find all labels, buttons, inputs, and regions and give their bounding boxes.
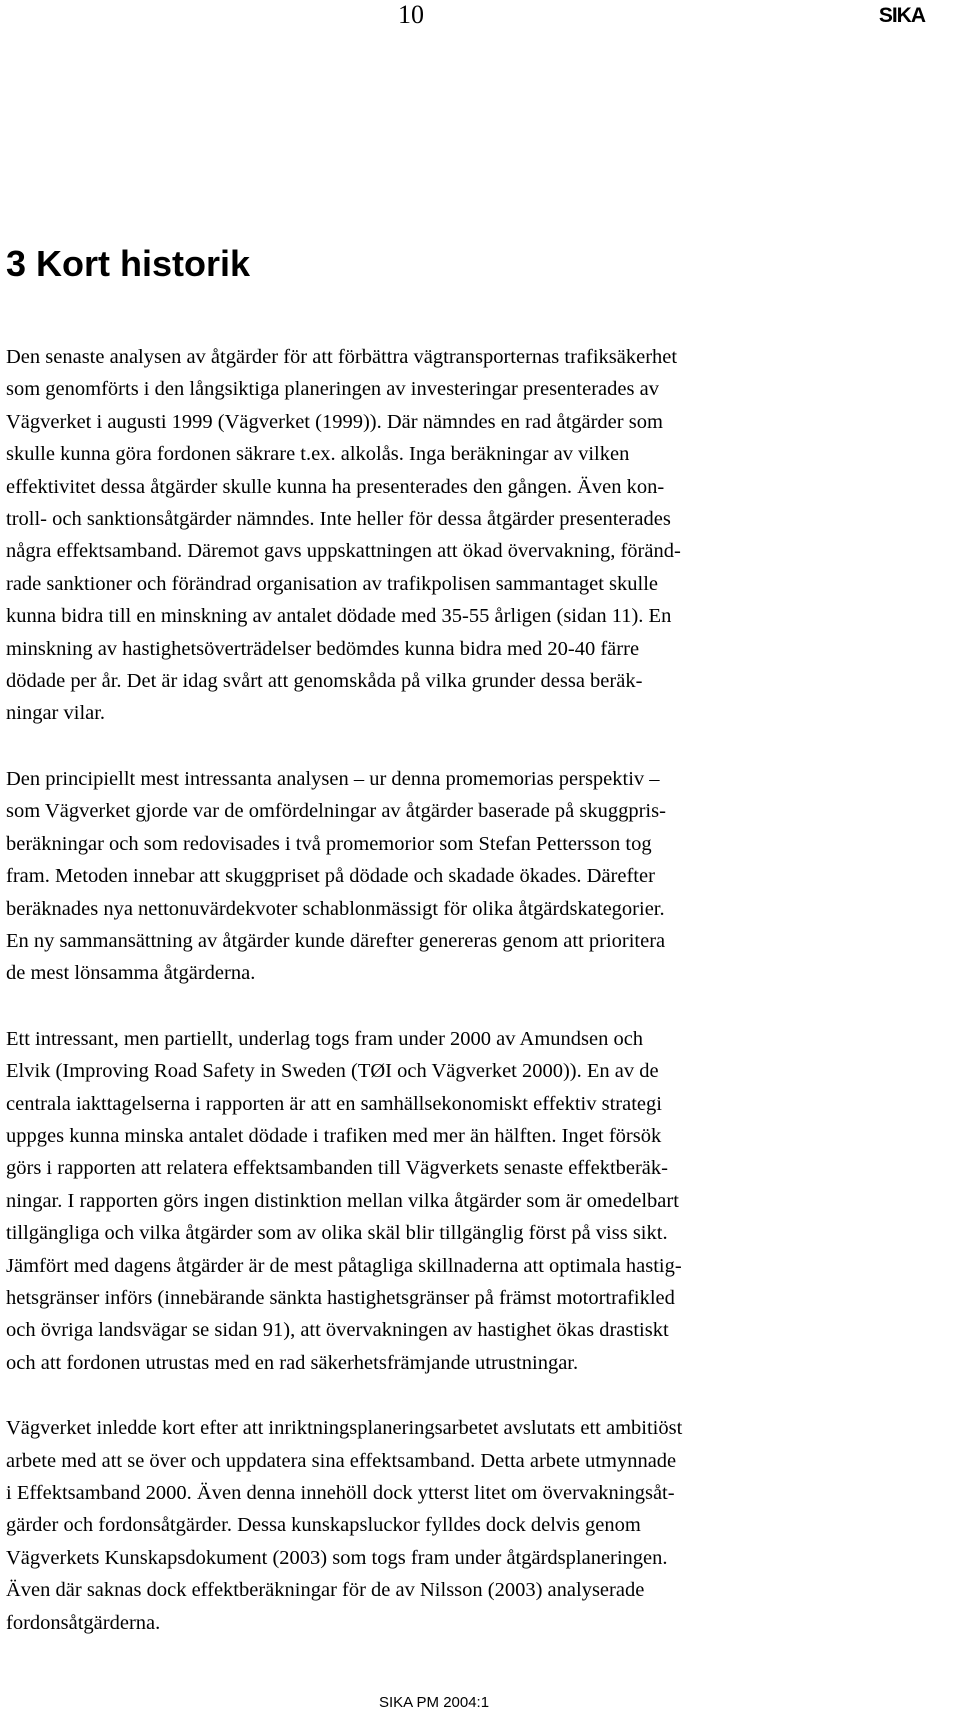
text-line: beräknades nya nettonuvärdekvoter schablonmässigt för olika åtgärdskategorier. <box>6 897 665 920</box>
body-text <box>6 341 896 1639</box>
text-line: fordonsåtgärderna. <box>6 1611 161 1634</box>
paragraph-2 <box>6 763 896 990</box>
page-footer: SIKA PM 2004:1 <box>379 1694 490 1711</box>
text-line: dödade per år. Det är idag svårt att genomskåda på vilka grunder dessa beräk- <box>6 670 643 693</box>
text-line: Vägverket inledde kort efter att inriktningsplaneringsarbetet avslutats ett ambitiöst <box>6 1417 683 1440</box>
text-line: Vägverket i augusti 1999 (Vägverket (1999)). Där nämndes en rad åtgärder som <box>6 410 663 433</box>
text-line: beräkningar och som redovisades i två promemorior som Stefan Pettersson tog <box>6 832 652 855</box>
text-line: i Effektsamband 2000. Även denna innehöll dock ytterst litet om övervakningsåt- <box>6 1482 675 1504</box>
text-line: minskning av hastighetsöverträdelser bedömdes kunna bidra med 20-40 färre <box>6 637 640 660</box>
text-line: effektivitet dessa åtgärder skulle kunna ha presenterades den gången. Även kon- <box>6 475 665 498</box>
text-line: som Vägverket gjorde var de omfördelningar av åtgärder baserade på skuggpris- <box>6 800 666 823</box>
text-line: Även där saknas dock effektberäkningar för de av Nilsson (2003) analyserade <box>6 1579 645 1602</box>
text-line: centrala iakttagelserna i rapporten är att en samhällsekonomiskt effektiv strategi <box>6 1092 662 1115</box>
text-line: Den principiellt mest intressanta analysen – ur denna promemorias perspektiv – <box>6 767 660 790</box>
text-line: de mest lönsamma åtgärderna. <box>6 962 256 985</box>
text-line: Den senaste analysen av åtgärder för att förbättra vägtransporternas trafiksäkerhet <box>6 346 678 368</box>
text-line: skulle kunna göra fordonen säkrare t.ex. alkolås. Inga beräkningar av vilken <box>6 443 630 466</box>
paragraph-3 <box>6 1023 896 1379</box>
section-heading: 3 Kort historik <box>6 243 251 284</box>
text-line: Ett intressant, men partiellt, underlag togs fram under 2000 av Amundsen och <box>6 1027 644 1050</box>
text-line: gärder och fordonsåtgärder. Dessa kunskapsluckor fylldes dock delvis genom <box>6 1514 641 1537</box>
brand-logo-text: SIKA <box>878 4 925 27</box>
text-line: arbete med att se över och uppdatera sina effektsamband. Detta arbete utmynnade <box>6 1449 677 1472</box>
page-number: 10 <box>398 0 424 29</box>
text-line: kunna bidra till en minskning av antalet dödade med 35-55 årligen (sidan 11). En <box>6 605 672 628</box>
text-line: och att fordonen utrustas med en rad säkerhetsfrämjande utrustningar. <box>6 1351 579 1374</box>
text-line: troll- och sanktionsåtgärder nämndes. Inte heller för dessa åtgärder presenterades <box>6 508 671 531</box>
text-line: och övriga landsvägar se sidan 91), att övervakningen av hastighet ökas drastiskt <box>6 1319 669 1342</box>
text-line: som genomförts i den långsiktiga planeringen av investeringar presenterades av <box>6 378 659 401</box>
text-line: Vägverkets Kunskapsdokument (2003) som togs fram under åtgärdsplaneringen. <box>6 1546 668 1569</box>
text-line: några effektsamband. Däremot gavs uppskattningen att ökad övervakning, föränd- <box>6 540 681 563</box>
text-line: fram. Metoden innebar att skuggpriset på dödade och skadade ökades. Därefter <box>6 865 655 888</box>
text-line: tillgängliga och vilka åtgärder som av olika skäl blir tillgänglig först på viss sikt. <box>6 1222 668 1245</box>
text-line: ningar vilar. <box>6 702 106 725</box>
paragraph-4 <box>6 1412 896 1639</box>
text-line: uppges kunna minska antalet dödade i trafiken med mer än hälften. Inget försök <box>6 1124 662 1147</box>
text-line: En ny sammansättning av åtgärder kunde därefter genereras genom att prioritera <box>6 929 666 952</box>
text-line: Elvik (Improving Road Safety in Sweden (TØI och Vägverket 2000)). En av de <box>6 1060 659 1083</box>
paragraph-1 <box>6 341 896 730</box>
text-line: ningar. I rapporten görs ingen distinktion mellan vilka åtgärder som är omedelbart <box>6 1189 679 1212</box>
text-line: rade sanktioner och förändrad organisation av trafikpolisen sammantaget skulle <box>6 572 658 595</box>
text-line: görs i rapporten att relatera effektsambanden till Vägverkets senaste effektberäk- <box>6 1157 668 1180</box>
text-line: hetsgränser införs (innebärande sänkta hastighetsgränser på främst motortrafikled <box>6 1286 675 1309</box>
text-line: Jämfört med dagens åtgärder är de mest påtagliga skillnaderna att optimala hastig- <box>6 1254 682 1277</box>
